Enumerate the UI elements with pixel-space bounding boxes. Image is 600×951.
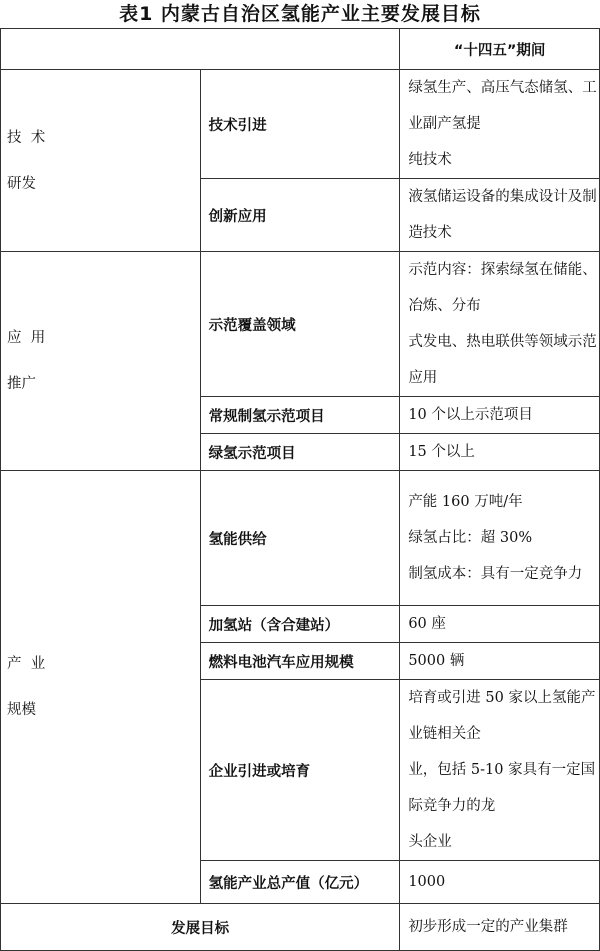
- group-label-line: 推广: [7, 376, 36, 392]
- group-label-line: 应 用: [7, 330, 46, 346]
- item-value: [400, 179, 600, 252]
- item-label: 氢能产业总产值（亿元）: [200, 861, 400, 904]
- item-value-line: 10 个以上示范项目: [408, 407, 533, 423]
- header-empty-cell: [1, 29, 400, 70]
- item-label: 常规制氢示范项目: [200, 397, 400, 434]
- item-label: 燃料电池汽车应用规模: [200, 643, 400, 680]
- item-value: [400, 861, 600, 904]
- header-row: [1, 29, 600, 70]
- item-value-line: 头企业: [408, 834, 452, 850]
- goal-value: 初步形成一定的产业集群: [400, 904, 600, 951]
- group-label: [1, 252, 201, 471]
- item-label: 创新应用: [200, 179, 400, 252]
- item-value-line: 培育或引进 50 家以上氢能产业链相关企: [408, 690, 596, 742]
- item-value: [400, 471, 600, 606]
- item-value-line: 60 座: [408, 616, 446, 632]
- item-value: [400, 252, 600, 397]
- item-label: 企业引进或培育: [200, 680, 400, 861]
- item-value: [400, 397, 600, 434]
- item-value: [400, 434, 600, 471]
- item-label: 氢能供给: [200, 471, 400, 606]
- table-row: [1, 252, 600, 397]
- group-label: [1, 471, 201, 904]
- item-value-line: 式发电、热电联供等领域示范应用: [408, 334, 597, 386]
- group-label: [1, 70, 201, 252]
- item-value-line: 15 个以上: [408, 444, 475, 460]
- table-row: [1, 471, 600, 606]
- item-value-line: 液氢储运设备的集成设计及制造技术: [408, 189, 597, 241]
- item-value: [400, 643, 600, 680]
- item-value-line: 绿氢生产、高压气态储氢、工业副产氢提: [408, 80, 597, 132]
- item-value-line: 1000: [408, 874, 446, 890]
- item-value-line: 产能 160 万吨/年: [408, 494, 523, 510]
- goal-label: 发展目标: [1, 904, 400, 951]
- item-value: [400, 680, 600, 861]
- item-value: [400, 70, 600, 179]
- item-value-line: 纯技术: [408, 152, 452, 168]
- group-label-line: 技 术: [7, 129, 46, 146]
- item-label: 技术引进: [200, 70, 400, 179]
- goal-row: [1, 904, 600, 951]
- item-value-line: 绿氢占比：超 30%: [408, 530, 533, 546]
- item-value: [400, 606, 600, 643]
- item-value-line: 5000 辆: [408, 653, 465, 669]
- item-value-line: 制氢成本：具有一定竞争力: [408, 566, 583, 582]
- item-value-line: 示范内容：探索绿氢在储能、冶炼、分布: [408, 262, 597, 314]
- group-label-line: 产 业: [7, 656, 46, 672]
- table-title: 表1 内蒙古自治区氢能产业主要发展目标: [119, 3, 481, 25]
- table-row: [1, 70, 600, 179]
- group-label-line: 规模: [7, 702, 36, 718]
- item-label: 绿氢示范项目: [200, 434, 400, 471]
- header-period: “十四五”期间: [400, 29, 600, 70]
- hydrogen-goals-table: [0, 28, 600, 951]
- item-value-line: 业，包括 5-10 家具有一定国际竞争力的龙: [408, 762, 596, 814]
- item-label: 加氢站（含合建站）: [200, 606, 400, 643]
- group-label-line: 研发: [7, 175, 36, 192]
- item-label: 示范覆盖领域: [200, 252, 400, 397]
